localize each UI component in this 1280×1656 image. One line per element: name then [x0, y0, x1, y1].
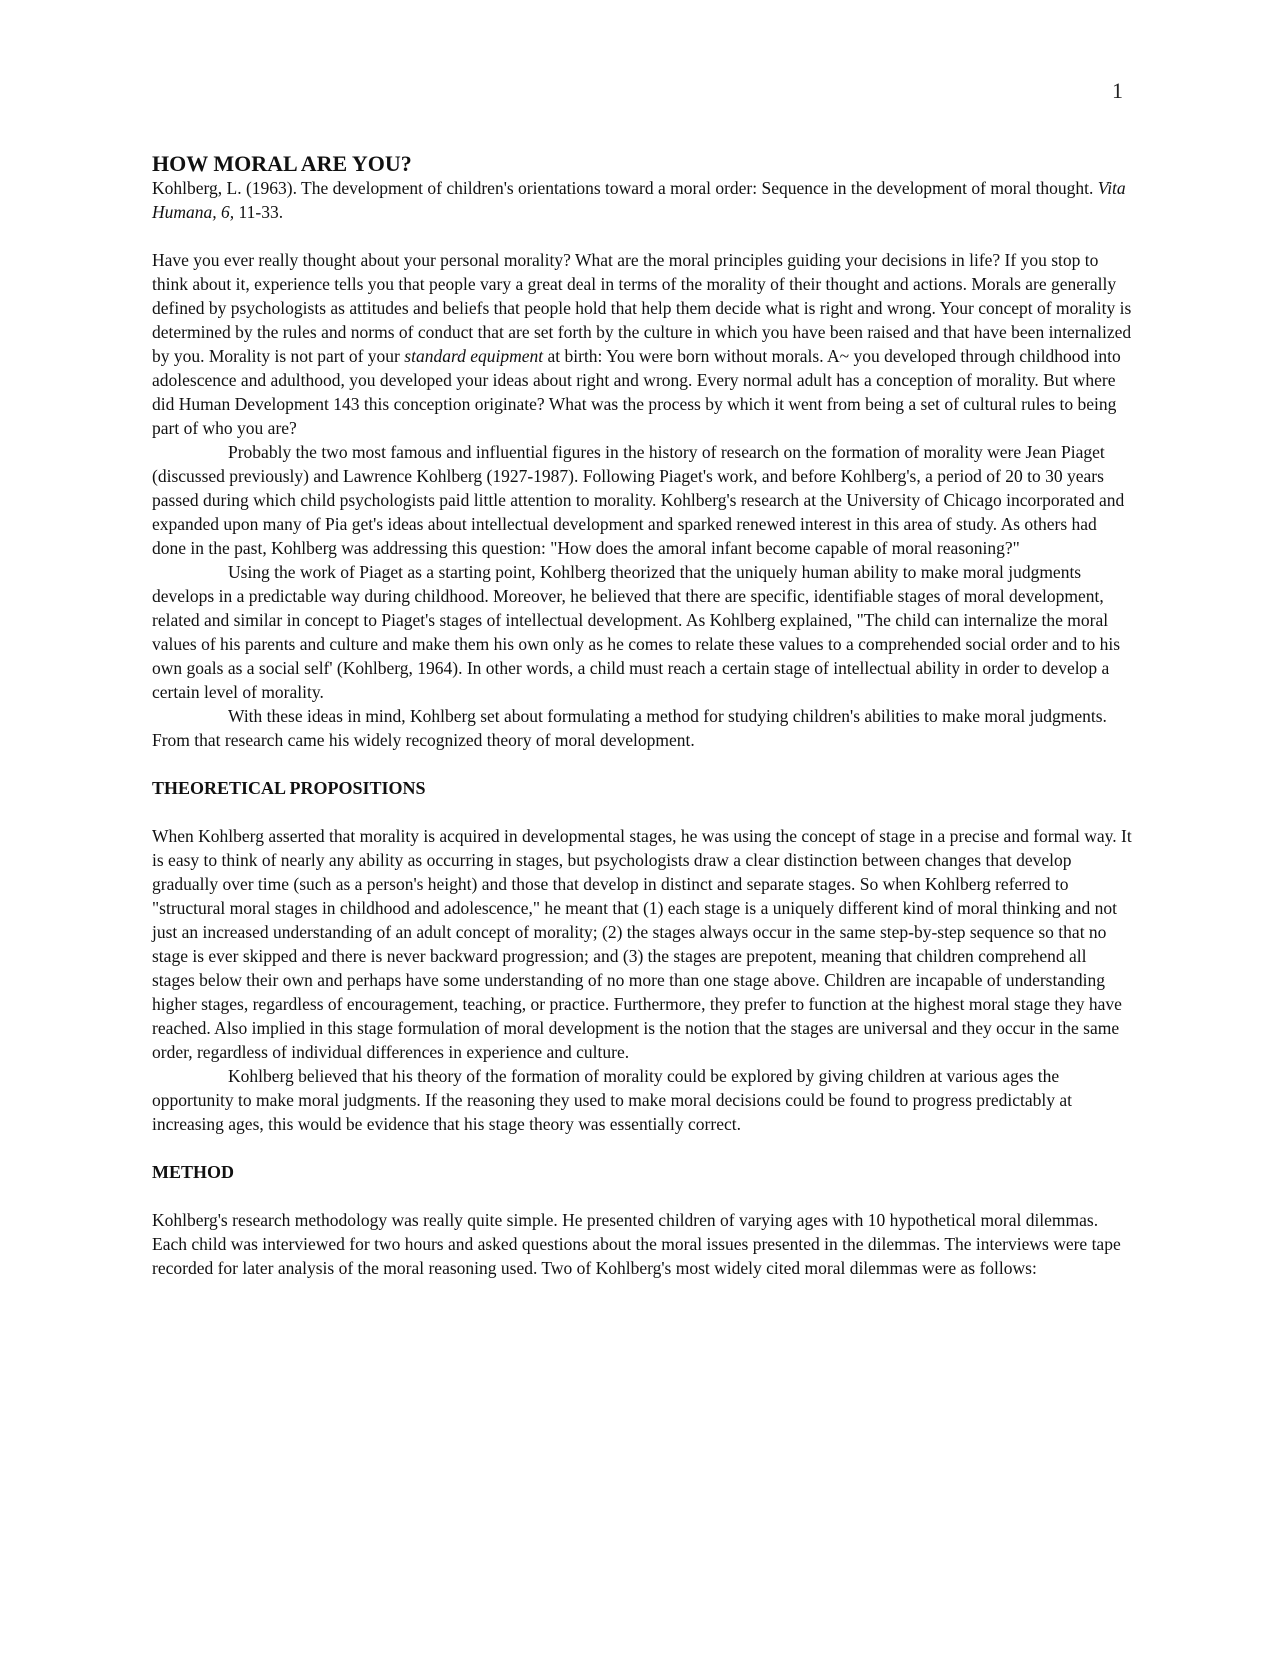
- section-heading-method: METHOD: [152, 1162, 235, 1182]
- intro-paragraph-3: Using the work of Piaget as a starting point, Kohlberg theorized that the uniquely human ability to make moral judgments develops in a predictable way during childhood. Moreover, he believed that there are specific, identifiable stages of moral development, related and similar in concept to Piaget's stages of intellectual development. As Kohlberg explained, "The child can internalize the moral values of his parents and culture and make them his own only as he comes to relate these values to a comprehended social order and to his own goals as a social self' (Kohlberg, 1964). In other words, a child must reach a certain stage of intellectual ability in order to develop a certain level of morality.: [152, 562, 1121, 702]
- theoretical-paragraph-2: Kohlberg believed that his theory of the formation of morality could be explored by giving children at various ages the opportunity to make moral judgments. If the reasoning they used to make moral decisions could be found to progress predictably at increasing ages, this would be evidence that his stage theory was essentially correct.: [152, 1066, 1072, 1134]
- intro-p1-after: at birth: You were born without morals. A~ you developed through childhood into adolescence and adulthood, you developed your ideas about right and wrong. Every normal adult has a conception of morality. But where did Human Development 143 this conception originate? What was the process by which it went from being a set of cultural rules to being part of who you are?: [152, 346, 1121, 438]
- theoretical-paragraph-1: When Kohlberg asserted that morality is acquired in developmental stages, he was using the concept of stage in a precise and formal way. It is easy to think of nearly any ability as occurring in stages, but psychologists draw a clear distinction between changes that develop gradually over time (such as a person's height) and those that develop in distinct and separate stages. So when Kohlberg referred to "structural moral stages in childhood and adolescence," he meant that (1) each stage is a uniquely different kind of moral thinking and not just an increased understanding of an adult concept of morality; (2) the stages always occur in the same step-by-step sequence so that no stage is ever skipped and there is never backward progression; and (3) the stages are prepotent, meaning that children comprehend all stages below their own and perhaps have some understanding of no more than one stage above. Children are incapable of understanding higher stages, regardless of encouragement, teaching, or practice. Furthermore, they prefer to function at the highest moral stage they have reached. Also implied in this stage formulation of moral development is the notion that the stages are universal and they occur in the same order, regardless of individual differences in experience and culture.: [152, 826, 1132, 1062]
- intro-p1-emphasis: standard equipment: [404, 346, 544, 366]
- citation-pages: 11-33.: [234, 202, 284, 222]
- page-number: 1: [1112, 78, 1123, 103]
- intro-p1-before: Have you ever really thought about your personal morality? What are the moral principles guiding your decisions in life? If you stop to think about it, experience tells you that people vary a great deal in terms of the morality of their thought and actions. Morals are generally defined by psychologists as attitudes and beliefs that people hold that help them decide what is right and wrong. Your concept of morality is determined by the rules and norms of conduct that are set forth by the culture in which you have been raised and that have been internalized by you. Morality is not part of your: [152, 250, 1132, 366]
- method-paragraph-1: Kohlberg's research methodology was really quite simple. He presented children of varying ages with 10 hypothetical moral dilemmas. Each child was interviewed for two hours and asked questions about the moral issues presented in the dilemmas. The interviews were tape recorded for later analysis of the moral reasoning used. Two of Kohlberg's most widely cited moral dilemmas were as follows:: [152, 1210, 1121, 1278]
- page-title: HOW MORAL ARE YOU?: [152, 151, 412, 176]
- citation-text: Kohlberg, L. (1963). The development of children's orientations toward a moral order: Sequence in the development of moral thought.: [152, 178, 1098, 198]
- intro-paragraph-1: [152, 248, 1132, 440]
- intro-paragraph-2: Probably the two most famous and influential figures in the history of research on the formation of morality were Jean Piaget (discussed previously) and Lawrence Kohlberg (1927-1987). Following Piaget's work, and before Kohlberg's, a period of 20 to 30 years passed during which child psychologists paid little attention to morality. Kohlberg's research at the University of Chicago incorporated and expanded upon many of Pia get's ideas about intellectual development and sparked renewed interest in this area of study. As others had done in the past, Kohlberg was addressing this question: "How does the amoral infant become capable of moral reasoning?": [152, 442, 1125, 558]
- citation: [152, 176, 1132, 224]
- citation-journal: Vita Humana, 6,: [152, 178, 1126, 222]
- intro-paragraph-4: With these ideas in mind, Kohlberg set about formulating a method for studying children's abilities to make moral judgments. From that research came his widely recognized theory of moral development.: [152, 706, 1107, 750]
- section-heading-theoretical: THEORETICAL PROPOSITIONS: [152, 778, 426, 798]
- document-body: [152, 152, 1132, 1280]
